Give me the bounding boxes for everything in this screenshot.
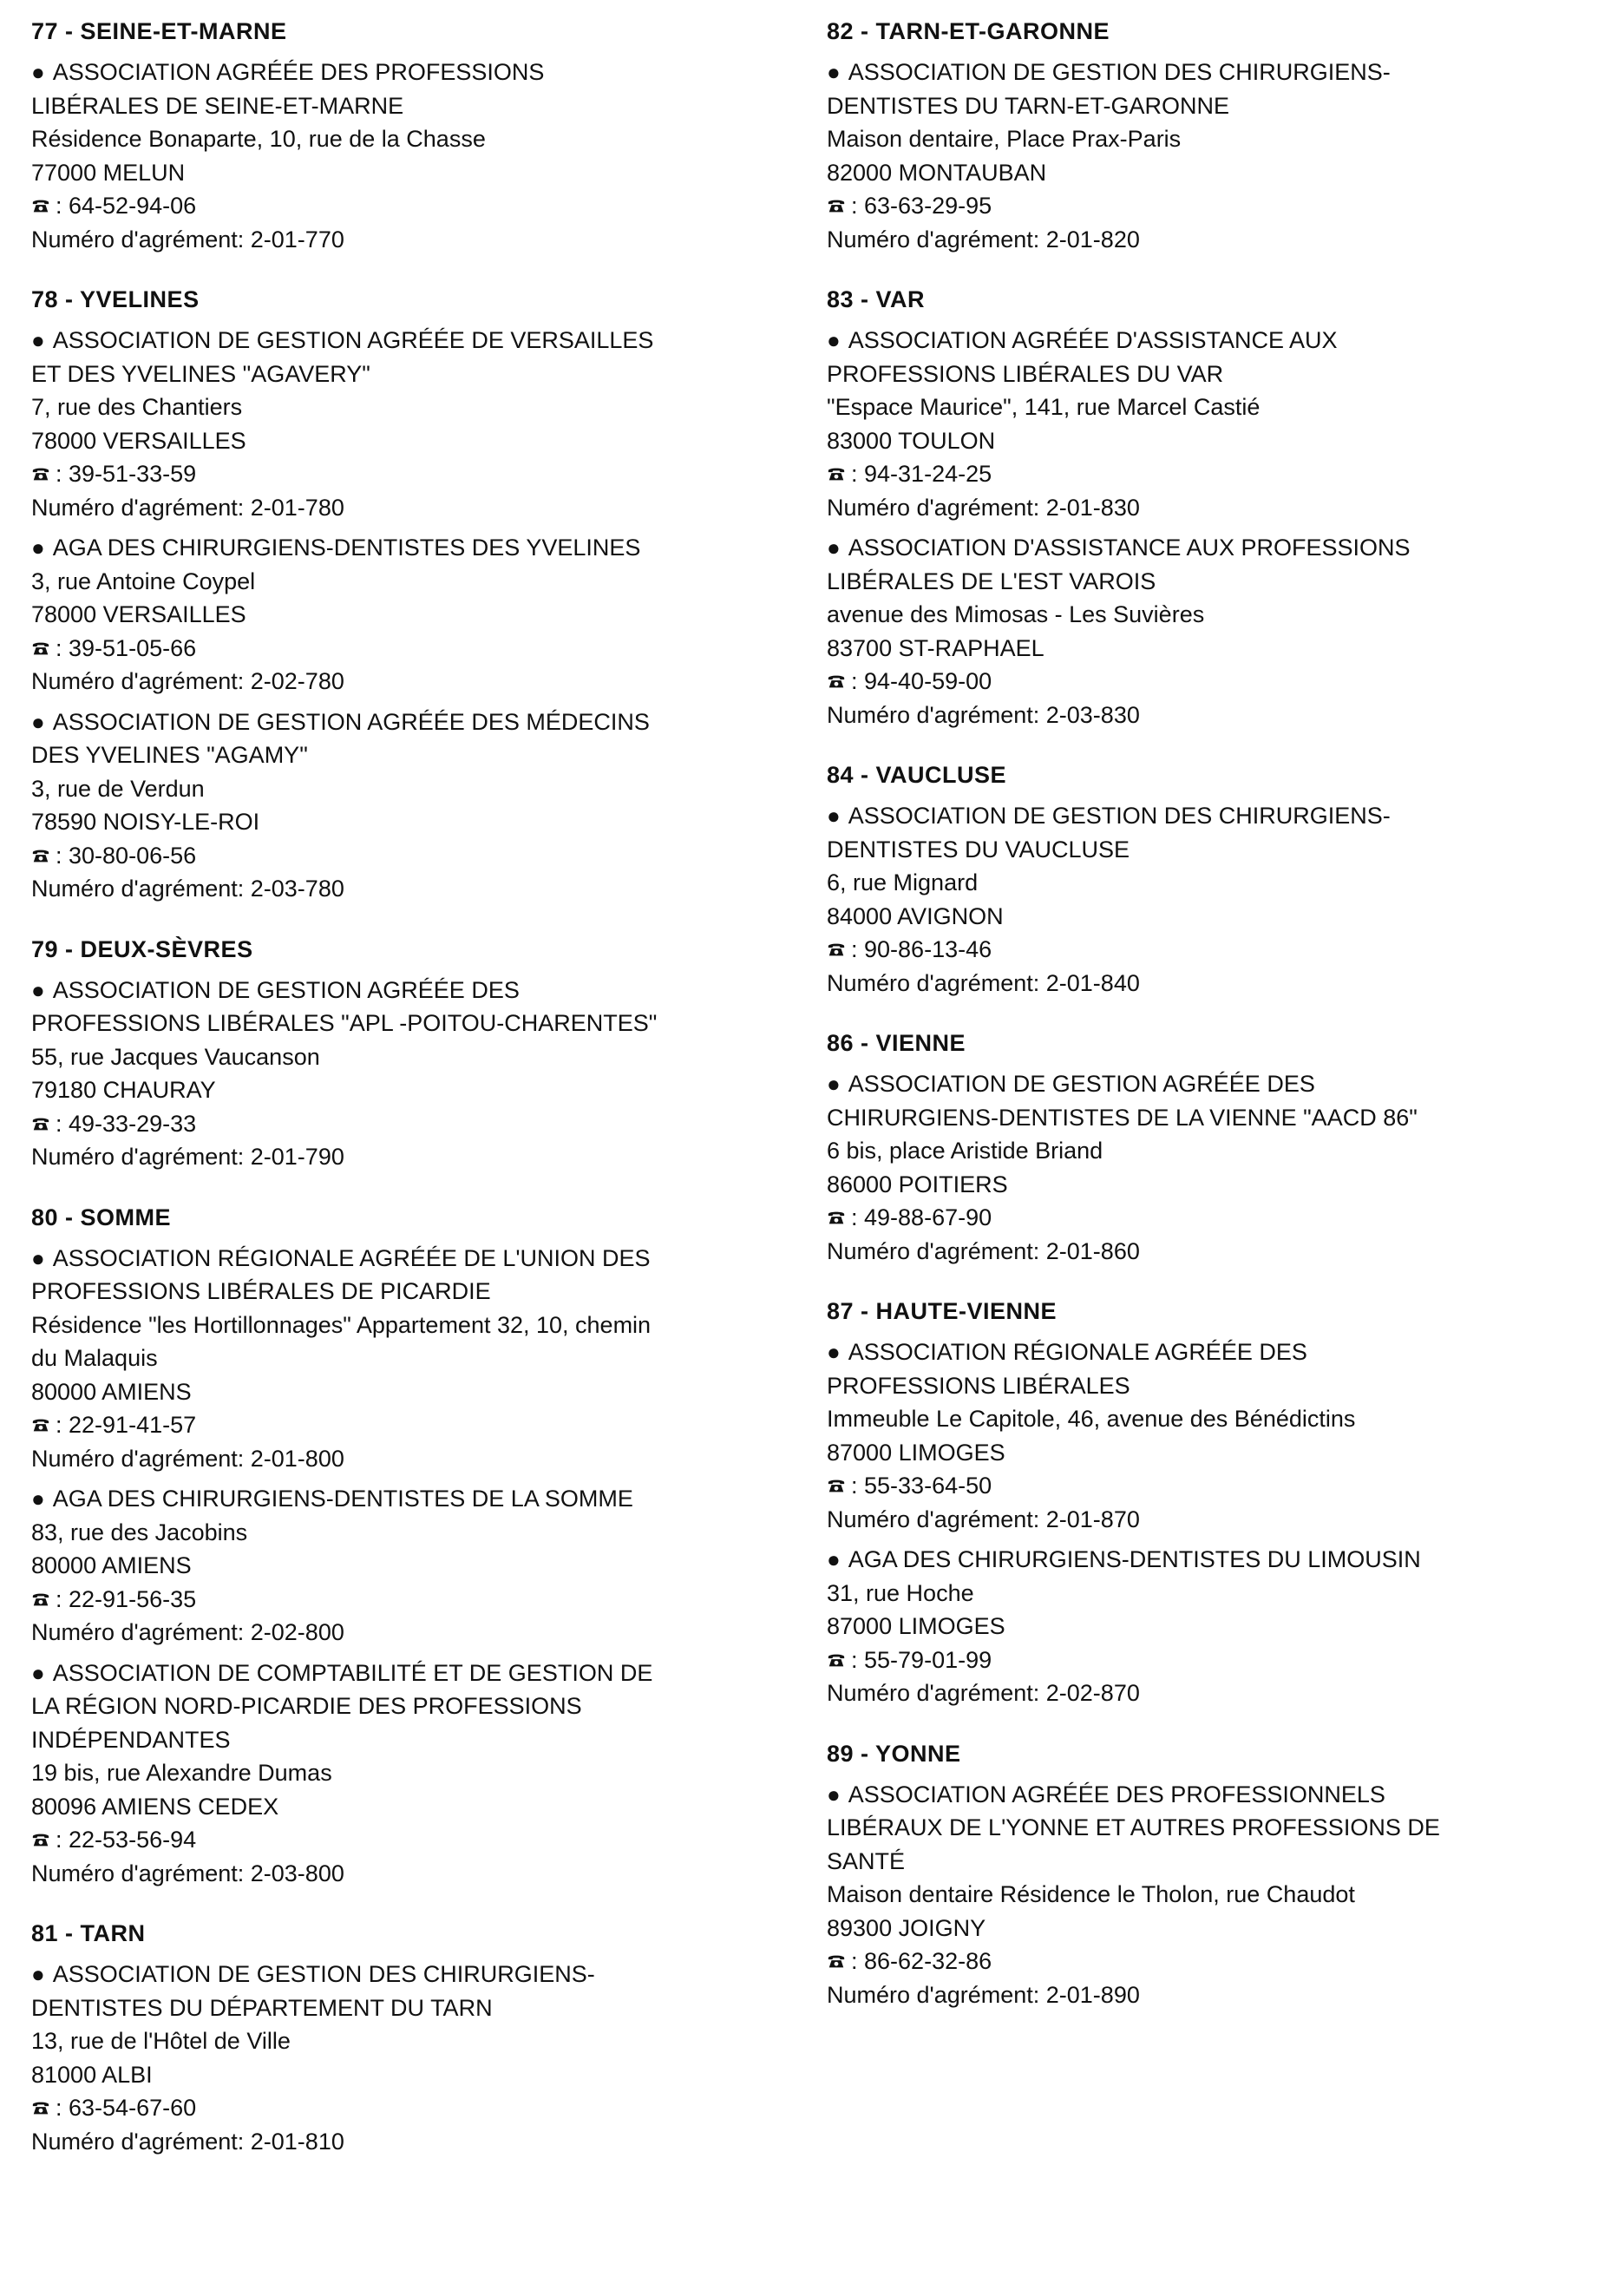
- association-name-line: [827, 324, 1608, 358]
- telephone-icon: [827, 464, 846, 483]
- association-entry: [31, 974, 812, 1174]
- bullet-icon: ●: [31, 327, 45, 353]
- phone-number: 39-51-33-59: [69, 461, 197, 487]
- address-line: 80000 AMIENS: [31, 1378, 192, 1405]
- association-name-text: ASSOCIATION DE COMPTABILITÉ ET DE GESTION DE: [52, 1659, 653, 1686]
- association-name-line: [31, 974, 812, 1007]
- department-heading: 79 - DEUX-SÈVRES: [31, 935, 253, 962]
- association-name-line: [827, 833, 1608, 867]
- agrement-number: Numéro d'agrément: 2-02-870: [827, 1680, 1140, 1706]
- department-section: [31, 1918, 812, 2158]
- address-line: 7, rue des Chantiers: [31, 394, 243, 420]
- address-line: du Malaquis: [31, 1345, 158, 1371]
- phone-number: 39-51-05-66: [69, 634, 197, 661]
- phone-line: [31, 1408, 812, 1442]
- agrement-number: Numéro d'agrément: 2-03-800: [31, 1860, 344, 1886]
- address-line: 81000 ALBI: [31, 2061, 153, 2088]
- phone-line: [31, 1823, 812, 1857]
- bullet-icon: ●: [31, 976, 45, 1003]
- phone-prefix: :: [851, 1948, 865, 1974]
- phone-number: 22-91-41-57: [69, 1412, 197, 1438]
- association-name-line: [827, 799, 1608, 833]
- phone-prefix: :: [851, 461, 865, 487]
- address-line: 80096 AMIENS CEDEX: [31, 1793, 279, 1820]
- association-entry: [827, 324, 1608, 524]
- association-name-line: [31, 531, 812, 565]
- association-name-text: ET DES YVELINES "AGAVERY": [31, 360, 370, 387]
- association-name-text: PROFESSIONS LIBÉRALES DU VAR: [827, 360, 1224, 387]
- association-name-line: [31, 1482, 812, 1516]
- association-name-text: ASSOCIATION DE GESTION DES CHIRURGIENS-: [52, 1961, 595, 1987]
- phone-number: 49-88-67-90: [864, 1204, 992, 1230]
- agrement-number: Numéro d'agrément: 2-01-860: [827, 1237, 1140, 1264]
- association-name-text: ASSOCIATION DE GESTION AGRÉÉE DE VERSAILLES: [52, 327, 654, 353]
- association-entry: [827, 56, 1608, 256]
- left-column: [31, 16, 812, 2186]
- telephone-icon: [827, 1650, 846, 1670]
- department-section: [827, 1738, 1608, 2012]
- address-line: 78000 VERSAILLES: [31, 427, 246, 454]
- association-name-text: INDÉPENDANTES: [31, 1726, 231, 1753]
- phone-number: 63-63-29-95: [864, 193, 992, 219]
- association-name-text: LIBÉRALES DE SEINE-ET-MARNE: [31, 92, 404, 119]
- association-name-line: [827, 1811, 1608, 1845]
- association-name-line: [31, 1656, 812, 1690]
- association-name-text: ASSOCIATION RÉGIONALE AGRÉÉE DES: [848, 1339, 1307, 1365]
- association-name-line: [827, 1369, 1608, 1403]
- phone-line: [31, 2091, 812, 2125]
- phone-line: [827, 457, 1608, 491]
- address-line: 6, rue Mignard: [827, 869, 979, 895]
- phone-line: [31, 839, 812, 873]
- phone-prefix: :: [56, 842, 69, 869]
- department-section: [31, 284, 812, 906]
- department-heading: 80 - SOMME: [31, 1204, 172, 1230]
- association-name-text: DENTISTES DU TARN-ET-GARONNE: [827, 92, 1230, 119]
- address-line: Résidence "les Hortillonnages" Appartement 32, 10, chemin: [31, 1311, 652, 1338]
- phone-line: [827, 1201, 1608, 1235]
- association-entry: [31, 1656, 812, 1891]
- address-line: 3, rue de Verdun: [31, 775, 205, 802]
- phone-number: 86-62-32-86: [864, 1948, 992, 1974]
- department-heading: 77 - SEINE-ET-MARNE: [31, 18, 287, 44]
- address-line: avenue des Mimosas - Les Suvières: [827, 601, 1205, 627]
- phone-number: 55-33-64-50: [864, 1473, 992, 1499]
- department-heading: 78 - YVELINES: [31, 286, 200, 312]
- telephone-icon: [827, 1208, 846, 1227]
- association-entry: [827, 1067, 1608, 1268]
- phone-prefix: :: [56, 1827, 69, 1853]
- association-name-text: ASSOCIATION AGRÉÉE DES PROFESSIONNELS: [848, 1781, 1385, 1807]
- department-section: [827, 759, 1608, 1000]
- agrement-number: Numéro d'agrément: 2-01-830: [827, 494, 1140, 521]
- address-line: 79180 CHAURAY: [31, 1077, 216, 1103]
- association-entry: [827, 531, 1608, 731]
- phone-line: [31, 632, 812, 666]
- association-name-text: AGA DES CHIRURGIENS-DENTISTES DE LA SOMME: [52, 1486, 633, 1512]
- department-heading: 83 - VAR: [827, 286, 926, 312]
- association-name-text: CHIRURGIENS-DENTISTES DE LA VIENNE "AACD 86": [827, 1104, 1418, 1131]
- agrement-number: Numéro d'agrément: 2-01-820: [827, 226, 1140, 253]
- agrement-number: Numéro d'agrément: 2-01-870: [827, 1506, 1140, 1532]
- department-section: [31, 1202, 812, 1891]
- department-section: [827, 1296, 1608, 1710]
- address-line: 55, rue Jacques Vaucanson: [31, 1043, 320, 1070]
- bullet-icon: ●: [31, 1961, 45, 1987]
- telephone-icon: [31, 1830, 50, 1849]
- association-entry: [31, 56, 812, 256]
- association-name-line: [31, 1007, 812, 1040]
- phone-prefix: :: [851, 193, 865, 219]
- association-name-line: [31, 1958, 812, 1991]
- bullet-icon: ●: [31, 535, 45, 561]
- phone-number: 30-80-06-56: [69, 842, 197, 869]
- association-entry: [827, 799, 1608, 1000]
- phone-line: [827, 933, 1608, 967]
- phone-line: [827, 665, 1608, 699]
- telephone-icon: [31, 1590, 50, 1609]
- association-name-line: [827, 1543, 1608, 1577]
- association-entry: [31, 531, 812, 699]
- address-line: Maison dentaire Résidence le Tholon, rue Chaudot: [827, 1881, 1355, 1907]
- phone-line: [31, 1107, 812, 1141]
- association-entry: [827, 1778, 1608, 2012]
- agrement-number: Numéro d'agrément: 2-03-780: [31, 876, 344, 902]
- phone-number: 22-53-56-94: [69, 1827, 197, 1853]
- address-line: 89300 JOIGNY: [827, 1914, 986, 1941]
- phone-number: 94-31-24-25: [864, 461, 992, 487]
- association-entry: [31, 705, 812, 906]
- phone-line: [31, 1583, 812, 1617]
- association-name-text: ASSOCIATION AGRÉÉE DES PROFESSIONS: [52, 59, 545, 85]
- association-name-text: LA RÉGION NORD-PICARDIE DES PROFESSIONS: [31, 1693, 582, 1719]
- address-line: 31, rue Hoche: [827, 1579, 974, 1606]
- association-name-text: PROFESSIONS LIBÉRALES: [827, 1372, 1130, 1399]
- association-name-line: [31, 1689, 812, 1723]
- agrement-number: Numéro d'agrément: 2-01-810: [31, 2128, 344, 2155]
- address-line: 86000 POITIERS: [827, 1171, 1008, 1197]
- phone-prefix: :: [851, 1646, 865, 1673]
- telephone-icon: [827, 672, 846, 691]
- address-line: Immeuble Le Capitole, 46, avenue des Bénédictins: [827, 1406, 1356, 1432]
- phone-line: [827, 1469, 1608, 1503]
- telephone-icon: [827, 196, 846, 215]
- bullet-icon: ●: [827, 59, 841, 85]
- telephone-icon: [827, 940, 846, 959]
- association-name-text: ASSOCIATION RÉGIONALE AGRÉÉE DE L'UNION DES: [52, 1244, 651, 1271]
- association-name-line: [31, 324, 812, 358]
- department-heading: 82 - TARN-ET-GARONNE: [827, 18, 1110, 44]
- association-name-line: [827, 565, 1608, 599]
- phone-number: 90-86-13-46: [864, 936, 992, 962]
- address-line: 83, rue des Jacobins: [31, 1519, 248, 1545]
- association-name-text: LIBÉRALES DE L'EST VAROIS: [827, 567, 1156, 594]
- department-section: [31, 16, 812, 256]
- telephone-icon: [31, 1415, 50, 1434]
- department-section: [827, 1027, 1608, 1268]
- association-entry: [31, 1482, 812, 1650]
- address-line: 77000 MELUN: [31, 159, 186, 186]
- association-name-text: DENTISTES DU VAUCLUSE: [827, 836, 1130, 863]
- phone-number: 55-79-01-99: [864, 1646, 992, 1673]
- address-line: 84000 AVIGNON: [827, 902, 1004, 929]
- bullet-icon: ●: [31, 1244, 45, 1271]
- telephone-icon: [31, 1114, 50, 1133]
- association-name-text: ASSOCIATION DE GESTION DES CHIRURGIENS-: [848, 59, 1391, 85]
- agrement-number: Numéro d'agrément: 2-02-800: [31, 1619, 344, 1645]
- address-line: 83000 TOULON: [827, 427, 996, 454]
- phone-prefix: :: [851, 1204, 865, 1230]
- telephone-icon: [827, 1476, 846, 1495]
- department-heading: 84 - VAUCLUSE: [827, 762, 1007, 788]
- agrement-number: Numéro d'agrément: 2-03-830: [827, 701, 1140, 728]
- department-heading: 87 - HAUTE-VIENNE: [827, 1298, 1058, 1324]
- phone-number: 63-54-67-60: [69, 2095, 197, 2121]
- phone-prefix: :: [56, 1110, 69, 1137]
- phone-prefix: :: [851, 936, 865, 962]
- association-name-line: [31, 56, 812, 89]
- bullet-icon: ●: [31, 59, 45, 85]
- department-section: [827, 16, 1608, 256]
- agrement-number: Numéro d'agrément: 2-01-890: [827, 1981, 1140, 2008]
- association-name-line: [827, 358, 1608, 391]
- agrement-number: Numéro d'agrément: 2-01-840: [827, 969, 1140, 996]
- telephone-icon: [827, 1952, 846, 1971]
- phone-line: [827, 1945, 1608, 1978]
- association-name-text: AGA DES CHIRURGIENS-DENTISTES DU LIMOUSIN: [848, 1546, 1421, 1572]
- association-name-text: PROFESSIONS LIBÉRALES "APL -POITOU-CHARENTES": [31, 1010, 658, 1036]
- association-name-line: [31, 1991, 812, 2025]
- telephone-icon: [31, 196, 50, 215]
- department-section: [827, 284, 1608, 731]
- address-line: 13, rue de l'Hôtel de Ville: [31, 2028, 291, 2054]
- association-name-text: ASSOCIATION D'ASSISTANCE AUX PROFESSIONS: [848, 535, 1411, 561]
- bullet-icon: ●: [827, 1339, 841, 1365]
- phone-prefix: :: [56, 193, 69, 219]
- association-name-text: DENTISTES DU DÉPARTEMENT DU TARN: [31, 1994, 493, 2021]
- bullet-icon: ●: [31, 1486, 45, 1512]
- agrement-number: Numéro d'agrément: 2-01-770: [31, 226, 344, 253]
- phone-prefix: :: [56, 2095, 69, 2121]
- association-name-text: LIBÉRAUX DE L'YONNE ET AUTRES PROFESSIONS DE: [827, 1814, 1440, 1840]
- association-name-line: [31, 358, 812, 391]
- agrement-number: Numéro d'agrément: 2-01-780: [31, 494, 344, 521]
- association-name-line: [31, 1242, 812, 1276]
- address-line: 3, rue Antoine Coypel: [31, 567, 256, 594]
- telephone-icon: [31, 639, 50, 658]
- bullet-icon: ●: [827, 1781, 841, 1807]
- phone-prefix: :: [56, 1585, 69, 1612]
- bullet-icon: ●: [827, 327, 841, 353]
- bullet-icon: ●: [31, 1659, 45, 1686]
- association-entry: [31, 1242, 812, 1476]
- address-line: "Espace Maurice", 141, rue Marcel Castié: [827, 394, 1261, 420]
- address-line: 87000 LIMOGES: [827, 1613, 1005, 1639]
- address-line: 78590 NOISY-LE-ROI: [31, 809, 260, 835]
- association-name-text: PROFESSIONS LIBÉRALES DE PICARDIE: [31, 1278, 491, 1304]
- phone-number: 49-33-29-33: [69, 1110, 197, 1137]
- phone-prefix: :: [56, 1412, 69, 1438]
- association-entry: [31, 1958, 812, 2158]
- address-line: 83700 ST-RAPHAEL: [827, 634, 1044, 661]
- phone-prefix: :: [851, 1473, 865, 1499]
- phone-prefix: :: [56, 634, 69, 661]
- telephone-icon: [31, 2098, 50, 2117]
- department-heading: 81 - TARN: [31, 1920, 146, 1946]
- address-line: 78000 VERSAILLES: [31, 601, 246, 627]
- association-entry: [31, 324, 812, 524]
- phone-number: 64-52-94-06: [69, 193, 197, 219]
- department-heading: 89 - YONNE: [827, 1740, 961, 1767]
- association-name-text: ASSOCIATION DE GESTION DES CHIRURGIENS-: [848, 803, 1391, 829]
- association-name-line: [827, 1778, 1608, 1812]
- association-name-line: [827, 1067, 1608, 1101]
- bullet-icon: ●: [31, 708, 45, 735]
- phone-number: 22-91-56-35: [69, 1585, 197, 1612]
- association-name-line: [827, 1845, 1608, 1879]
- phone-prefix: :: [851, 668, 865, 694]
- department-section: [31, 934, 812, 1174]
- association-name-text: ASSOCIATION DE GESTION AGRÉÉE DES MÉDECINS: [52, 708, 650, 735]
- right-column: [827, 16, 1608, 2039]
- association-name-text: SANTÉ: [827, 1847, 906, 1874]
- association-name-text: ASSOCIATION DE GESTION AGRÉÉE DES: [848, 1071, 1315, 1097]
- address-line: 82000 MONTAUBAN: [827, 159, 1047, 186]
- bullet-icon: ●: [827, 1546, 841, 1572]
- association-name-line: [827, 1335, 1608, 1369]
- telephone-icon: [31, 464, 50, 483]
- bullet-icon: ●: [827, 535, 841, 561]
- association-name-text: ASSOCIATION DE GESTION AGRÉÉE DES: [52, 976, 520, 1003]
- phone-line: [827, 1643, 1608, 1677]
- association-name-line: [31, 738, 812, 772]
- association-name-line: [827, 56, 1608, 89]
- address-line: 6 bis, place Aristide Briand: [827, 1138, 1103, 1164]
- address-line: 19 bis, rue Alexandre Dumas: [31, 1760, 332, 1786]
- telephone-icon: [31, 846, 50, 865]
- address-line: 87000 LIMOGES: [827, 1439, 1005, 1466]
- association-name-text: AGA DES CHIRURGIENS-DENTISTES DES YVELINES: [52, 535, 641, 561]
- phone-line: [31, 457, 812, 491]
- association-name-line: [827, 1101, 1608, 1135]
- association-entry: [827, 1543, 1608, 1710]
- bullet-icon: ●: [827, 1071, 841, 1097]
- association-name-line: [827, 89, 1608, 123]
- association-name-line: [31, 1275, 812, 1309]
- association-name-line: [31, 89, 812, 123]
- association-name-text: ASSOCIATION AGRÉÉE D'ASSISTANCE AUX: [848, 327, 1338, 353]
- department-heading: 86 - VIENNE: [827, 1030, 966, 1056]
- association-name-text: DES YVELINES "AGAMY": [31, 742, 308, 768]
- address-line: Maison dentaire, Place Prax-Paris: [827, 126, 1182, 152]
- phone-line: [827, 189, 1608, 223]
- bullet-icon: ●: [827, 803, 841, 829]
- phone-number: 94-40-59-00: [864, 668, 992, 694]
- address-line: Résidence Bonaparte, 10, rue de la Chasse: [31, 126, 486, 152]
- association-name-line: [31, 1723, 812, 1757]
- association-name-line: [827, 531, 1608, 565]
- association-name-line: [31, 705, 812, 739]
- agrement-number: Numéro d'agrément: 2-01-790: [31, 1144, 344, 1170]
- agrement-number: Numéro d'agrément: 2-01-800: [31, 1445, 344, 1472]
- association-entry: [827, 1335, 1608, 1536]
- phone-line: [31, 189, 812, 223]
- phone-prefix: :: [56, 461, 69, 487]
- agrement-number: Numéro d'agrément: 2-02-780: [31, 668, 344, 694]
- address-line: 80000 AMIENS: [31, 1552, 192, 1578]
